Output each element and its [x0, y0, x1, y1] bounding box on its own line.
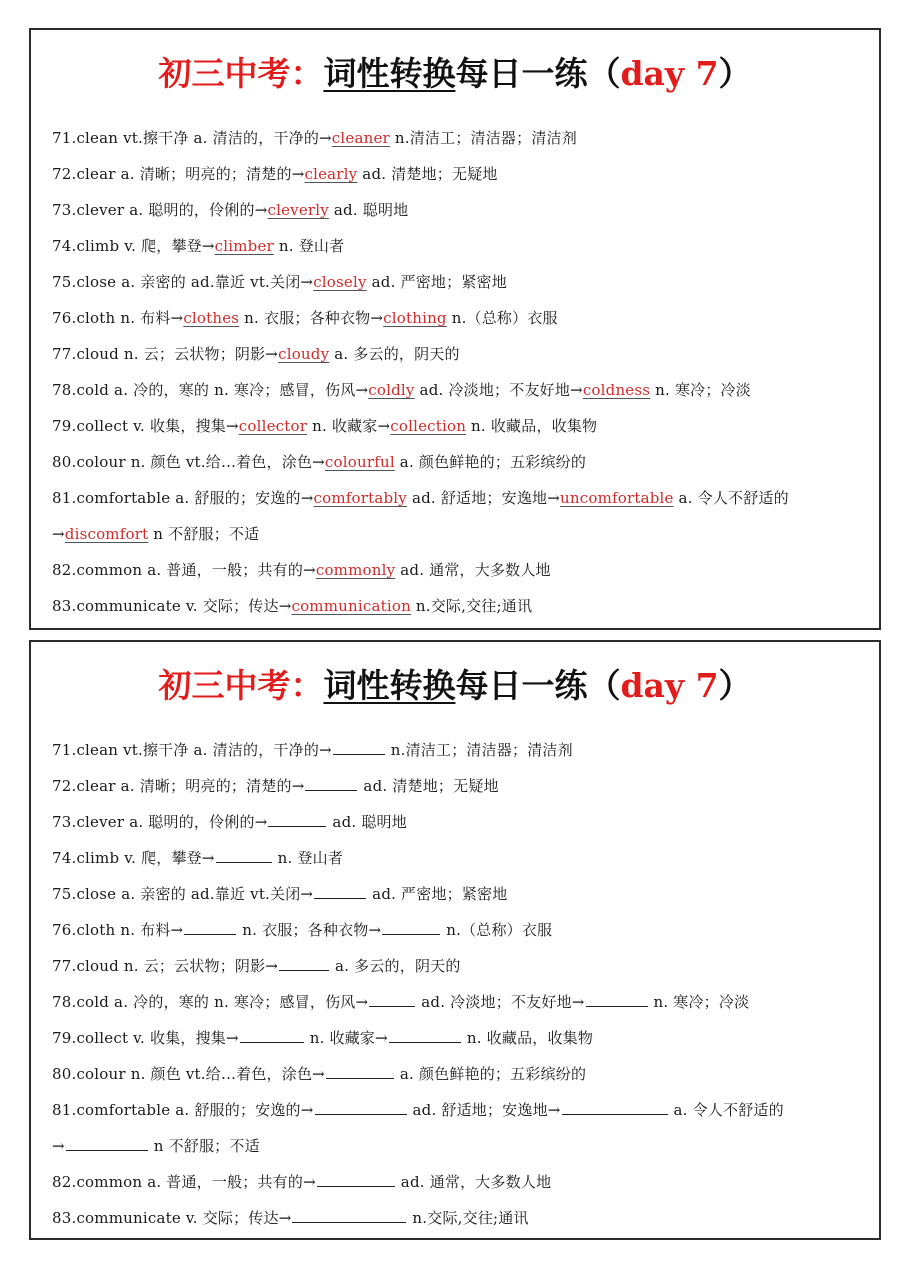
exercise-line — [52, 1020, 871, 1056]
line-text: n. 衣服；各种衣物→ — [239, 309, 384, 327]
answer-blank[interactable] — [562, 1100, 668, 1115]
line-text: 76.cloth n. 布料→ — [52, 309, 184, 327]
line-text: 71.clean vt.擦干净 a. 清洁的，干净的→ — [52, 129, 332, 147]
line-text: 74.climb v. 爬，攀登→ — [52, 237, 215, 255]
answer-blank[interactable] — [326, 1064, 394, 1079]
line-text: ad. 舒适地；安逸地→ — [406, 489, 561, 507]
line-text: 72.clear a. 清晰；明亮的；清楚的→ — [52, 777, 305, 795]
exercise-line — [52, 912, 871, 948]
answer-word: colourful — [324, 453, 395, 471]
line-text: → — [52, 525, 65, 543]
answer-blank[interactable] — [305, 776, 357, 791]
answer-word: coldness — [582, 381, 651, 399]
answer-word: discomfort — [64, 525, 149, 543]
answered-word-list — [52, 120, 871, 624]
line-text: 83.communicate v. 交际；传达→ — [52, 1209, 292, 1227]
title-red-part: 初三中考： — [158, 666, 324, 705]
line-text: ad. 清楚地；无疑地 — [357, 165, 498, 183]
line-text: 80.colour n. 颜色 vt.给…着色，涂色→ — [52, 453, 325, 471]
line-text: 82.common a. 普通，一般；共有的→ — [52, 1173, 316, 1191]
exercise-line — [52, 1056, 871, 1092]
line-text: 72.clear a. 清晰；明亮的；清楚的→ — [52, 165, 305, 183]
line-text: n. 寒冷；冷淡 — [648, 993, 750, 1011]
exercise-sheet-panel — [29, 640, 881, 1240]
line-text: a. 令人不舒适的 — [673, 489, 789, 507]
line-text: a. 令人不舒适的 — [668, 1101, 784, 1119]
line-text: 75.close a. 亲密的 ad.靠近 vt.关闭→ — [52, 885, 314, 903]
answer-blank[interactable] — [369, 992, 415, 1007]
line-text: n. 收藏家→ — [304, 1029, 388, 1047]
answer-word: closely — [313, 273, 367, 291]
line-text: n. 收藏品，收集物 — [461, 1029, 594, 1047]
line-text: ad. 冷淡地；不友好地→ — [416, 993, 585, 1011]
exercise-line — [52, 840, 871, 876]
answer-blank[interactable] — [389, 1028, 461, 1043]
answer-blank[interactable] — [184, 920, 236, 935]
answered-line — [52, 264, 871, 300]
line-text: ad. 通常，大多数人地 — [395, 561, 551, 579]
line-text: a. 颜色鲜艳的；五彩缤纷的 — [394, 453, 587, 471]
line-text: n. 登山者 — [273, 237, 345, 255]
page-title — [31, 48, 879, 100]
answer-word: clearly — [304, 165, 358, 183]
answer-word: cleverly — [267, 201, 329, 219]
line-text: a. 多云的，阴天的 — [329, 345, 460, 363]
answered-line — [52, 444, 871, 480]
answer-blank[interactable] — [66, 1136, 148, 1151]
exercise-line — [52, 948, 871, 984]
title-red-part: 初三中考： — [158, 54, 324, 93]
answer-blank[interactable] — [240, 1028, 304, 1043]
answer-blank[interactable] — [315, 1100, 407, 1115]
answered-line — [52, 120, 871, 156]
answer-blank[interactable] — [586, 992, 648, 1007]
answer-word: clothing — [383, 309, 447, 327]
line-text: n. 寒冷；冷淡 — [650, 381, 751, 399]
line-text: n.交际,交往;通讯 — [410, 597, 533, 615]
title-day: day 7 — [620, 54, 719, 93]
line-text: 78.cold a. 冷的，寒的 n. 寒冷；感冒，伤风→ — [52, 381, 369, 399]
title-underlined-part: 词性转换 — [323, 54, 456, 93]
line-text: n.（总称）衣服 — [446, 309, 558, 327]
line-text: 77.cloud n. 云；云状物；阴影→ — [52, 345, 279, 363]
line-text: 76.cloth n. 布料→ — [52, 921, 184, 939]
answered-line — [52, 516, 871, 552]
line-text: 79.collect v. 收集，搜集→ — [52, 1029, 239, 1047]
line-text: n. 收藏家→ — [307, 417, 391, 435]
answer-blank[interactable] — [382, 920, 440, 935]
answered-line — [52, 372, 871, 408]
line-text: n 不舒服；不适 — [148, 1137, 260, 1155]
line-text: → — [52, 1137, 65, 1155]
line-text: 77.cloud n. 云；云状物；阴影→ — [52, 957, 279, 975]
line-text: ad. 舒适地；安逸地→ — [407, 1101, 561, 1119]
line-text: 81.comfortable a. 舒服的；安逸的→ — [52, 489, 314, 507]
exercise-line — [52, 1092, 871, 1128]
answer-blank[interactable] — [268, 812, 326, 827]
line-text: ad. 通常，大多数人地 — [395, 1173, 552, 1191]
answered-line — [52, 408, 871, 444]
line-text: ad. 严密地；紧密地 — [367, 885, 508, 903]
line-text: n.清洁工；清洁器；清洁剂 — [389, 129, 577, 147]
line-text: n.（总称）衣服 — [441, 921, 553, 939]
exercise-line — [52, 984, 871, 1020]
answered-line — [52, 228, 871, 264]
answer-word: collection — [390, 417, 467, 435]
answer-word: climber — [214, 237, 274, 255]
line-text: 73.clever a. 聪明的，伶俐的→ — [52, 813, 268, 831]
line-text: ad. 清楚地；无疑地 — [358, 777, 499, 795]
line-text: 75.close a. 亲密的 ad.靠近 vt.关闭→ — [52, 273, 314, 291]
exercise-line — [52, 1200, 871, 1236]
line-text: 78.cold a. 冷的，寒的 n. 寒冷；感冒，伤风→ — [52, 993, 369, 1011]
line-text: ad. 严密地；紧密地 — [366, 273, 507, 291]
exercise-line — [52, 876, 871, 912]
line-text: 80.colour n. 颜色 vt.给…着色，涂色→ — [52, 1065, 325, 1083]
exercise-line — [52, 768, 871, 804]
answered-line — [52, 480, 871, 516]
page-title — [31, 660, 879, 712]
line-text: 74.climb v. 爬，攀登→ — [52, 849, 215, 867]
line-text: n 不舒服；不适 — [148, 525, 260, 543]
answer-blank[interactable] — [314, 884, 366, 899]
title-close-paren: ） — [718, 54, 752, 93]
line-text: a. 颜色鲜艳的；五彩缤纷的 — [394, 1065, 587, 1083]
line-text: n. 登山者 — [272, 849, 344, 867]
line-text: n. 收藏品，收集物 — [466, 417, 598, 435]
answer-word: clothes — [183, 309, 240, 327]
title-black-part: 每日一练（ — [455, 666, 621, 705]
exercise-line — [52, 1164, 871, 1200]
answer-word: uncomfortable — [560, 489, 674, 507]
answer-blank[interactable] — [317, 1172, 395, 1187]
line-text: n. 衣服；各种衣物→ — [237, 921, 382, 939]
answer-blank[interactable] — [292, 1208, 406, 1223]
answered-line — [52, 588, 871, 624]
answer-word: cloudy — [278, 345, 330, 363]
answer-word: cleaner — [331, 129, 390, 147]
answer-word: commonly — [315, 561, 396, 579]
title-underlined-part: 词性转换 — [323, 666, 456, 705]
line-text: ad. 聪明地 — [328, 201, 409, 219]
blank-word-list — [52, 732, 871, 1236]
line-text: ad. 冷淡地；不友好地→ — [414, 381, 583, 399]
answer-blank[interactable] — [216, 848, 272, 863]
line-text: 71.clean vt.擦干净 a. 清洁的，干净的→ — [52, 741, 332, 759]
answer-blank[interactable] — [279, 956, 329, 971]
exercise-line — [52, 804, 871, 840]
line-text: n.交际,交往;通讯 — [407, 1209, 529, 1227]
line-text: 83.communicate v. 交际；传达→ — [52, 597, 292, 615]
line-text: n.清洁工；清洁器；清洁剂 — [385, 741, 573, 759]
answered-line — [52, 156, 871, 192]
answer-word: coldly — [368, 381, 415, 399]
title-close-paren: ） — [718, 666, 752, 705]
title-black-part: 每日一练（ — [455, 54, 621, 93]
answer-word: comfortably — [313, 489, 407, 507]
answer-word: communication — [291, 597, 411, 615]
answer-sheet-panel — [29, 28, 881, 630]
line-text: 73.clever a. 聪明的，伶俐的→ — [52, 201, 268, 219]
answer-word: collector — [238, 417, 308, 435]
exercise-line — [52, 732, 871, 768]
answered-line — [52, 552, 871, 588]
line-text: 81.comfortable a. 舒服的；安逸的→ — [52, 1101, 314, 1119]
line-text: 82.common a. 普通，一般；共有的→ — [52, 561, 316, 579]
answered-line — [52, 300, 871, 336]
line-text: 79.collect v. 收集，搜集→ — [52, 417, 239, 435]
title-day: day 7 — [620, 666, 719, 705]
answered-line — [52, 192, 871, 228]
answer-blank[interactable] — [333, 740, 385, 755]
line-text: a. 多云的，阴天的 — [330, 957, 461, 975]
answered-line — [52, 336, 871, 372]
line-text: ad. 聪明地 — [327, 813, 407, 831]
exercise-line — [52, 1128, 871, 1164]
